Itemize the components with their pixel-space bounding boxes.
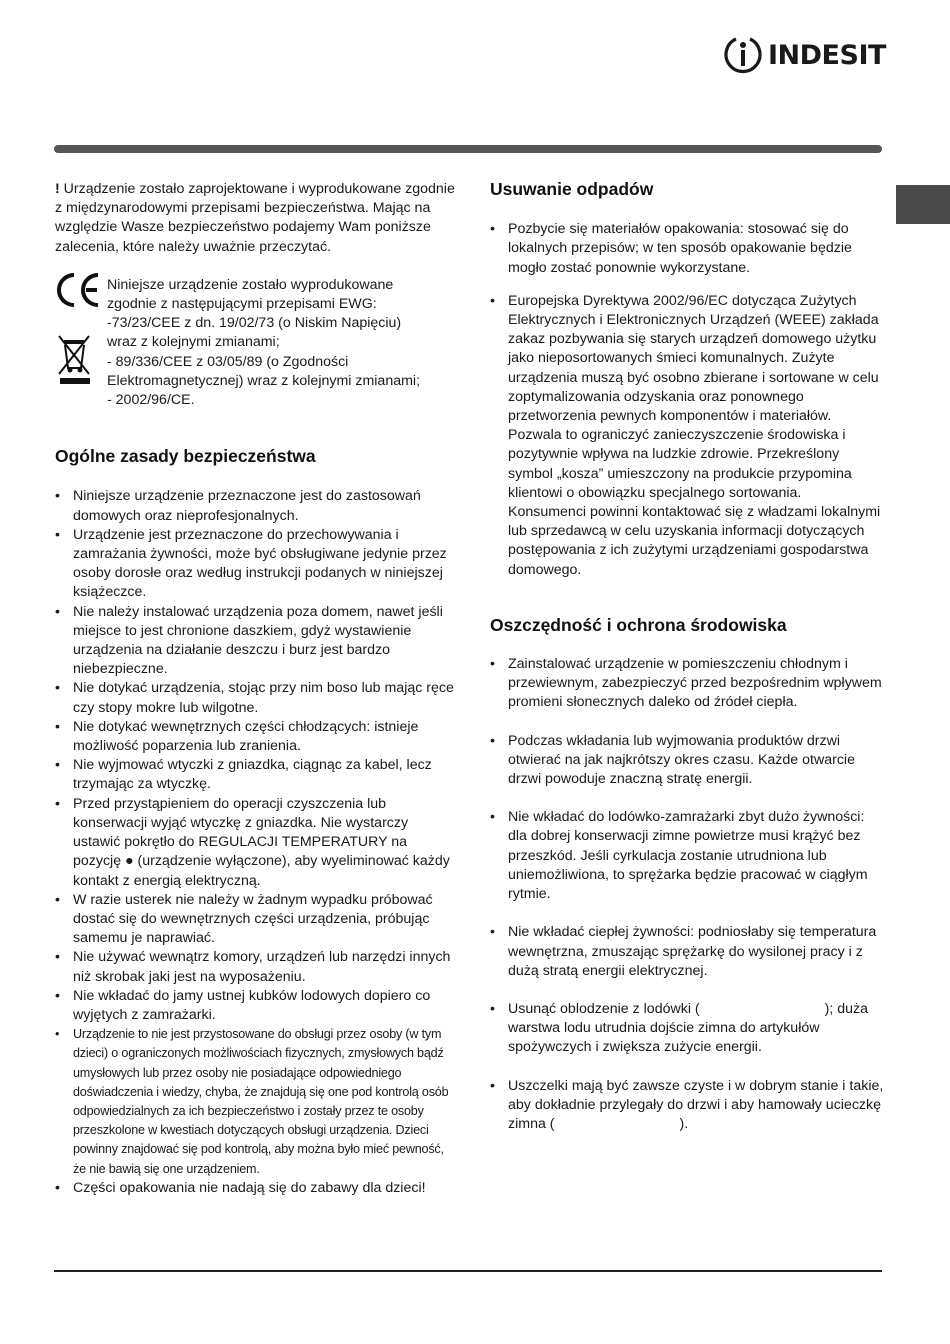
list-item-text: Uszczelki mają być zawsze czyste i w dobrym stanie i takie, aby dokładnie przylegały do drzwi i aby hamowały ucieczkę zimna ( xyxy=(508,1077,884,1132)
list-item: • Nie wyjmować wtyczki z gniazdka, ciągnąc za kabel, lecz trzymając za wtyczkę. xyxy=(55,756,455,794)
weee-bin-icon xyxy=(55,332,95,386)
list-item: • Niniejsze urządzenie przeznaczone jest do zastosowań domowych oraz nieprofesjonalnych. xyxy=(55,487,455,525)
left-column xyxy=(55,180,455,1198)
conformity-line: Elektromagnetycznej) wraz z kolejnymi zmianami; xyxy=(107,372,421,389)
disposal-list xyxy=(490,220,885,580)
list-item-text: ). xyxy=(679,1115,689,1132)
ce-mark-icon xyxy=(55,272,101,308)
brand-logo xyxy=(722,34,886,76)
list-item-text: Konsumenci powinni kontaktować się z władzami lokalnymi lub sprzedawcą w celu uzyskania informacji dotyczących postępowania z ich zużytymi urządzeniami gospodarstwa domowego. xyxy=(508,504,881,578)
language-tab xyxy=(896,185,950,224)
brand-wordmark: INDESIT xyxy=(768,40,886,71)
list-item-text: Usunąć oblodzenie z lodówki ( xyxy=(508,1000,700,1017)
warning-mark: ! xyxy=(55,181,60,197)
list-item-text: Europejska Dyrektywa 2002/96/EC dotycząca Zużytych Elektrycznych i Elektronicznych Urządzeń (WEEE) zakłada zakaz pozbywania się starych urządzeń domowego użytku jako nieposortowanych śmieci komunalnych. Zużyte urządzenia muszą być osobno zbierane i sortowane w celu zoptymalizowania odzyskania oraz ponownego przetworzenia pewnych komponentów i materiałów. Pozwala to ograniczyć zanieczyszczenie środowiska i pozytywnie wpływa na ludzkie zdrowie. Przekreślony symbol „kosza” umieszczony na produkcie przypomina klientowi o obowiązku specjalnego sortowania. xyxy=(508,292,879,501)
safety-heading: Ogólne zasady bezpieczeństwa xyxy=(55,446,316,467)
conformity-line: - 89/336/CEE z 03/05/89 (o Zgodności xyxy=(107,353,349,370)
saving-heading: Oszczędność i ochrona środowiska xyxy=(490,614,787,635)
brand-emblem-icon xyxy=(722,34,764,76)
conformity-line: zgodnie z następującymi przepisami EWG: xyxy=(107,296,377,313)
list-item xyxy=(490,292,885,580)
list-item: • Nie wkładać do lodówko-zamrażarki zbyt dużo żywności: dla dobrej konserwacji zimne powietrze musi krążyć bez przeszkód. Jeśli cyrkulacja zostanie utrudniona lub uniemożliwiona, to sprężarka będzie pracować w ciągłym rytmie. xyxy=(490,808,885,904)
disposal-heading: Usuwanie odpadów xyxy=(490,179,654,199)
list-item: • Przed przystąpieniem do operacji czyszczenia lub konserwacji wyjąć wtyczkę z gniazdka. Nie wystarczy ustawić pokrętło do REGULACJI TEMPERATURY na pozycję ● (urządzenie wyłączone), aby wyeliminować każdy kontakt z energią elektryczną. xyxy=(55,795,455,891)
safety-list xyxy=(55,487,455,1198)
list-item: • Urządzenie jest przeznaczone do przechowywania i zamrażania żywności, może być obsługiwane jedynie przez osoby dorosłe oraz według instrukcji podanych w niniejszej książeczce. xyxy=(55,526,455,603)
list-item: • Urządzenie to nie jest przystosowane do obsługi przez osoby (w tym dzieci) o ograniczonych możliwościach fizycznych, zmysłowych bądź umysłowych lub przez osoby nie posiadające odpowiedniego doświadczenia i wiedzy, chyba, że znajdują się one pod kontrolą osób odpowiedzialnych za ich bezpieczeństwo i zostały przez te osoby przeszkolone w kwestiach dotyczących obsługi urządzenia. Dzieci powinny znajdować się pod kontrolą, aby można było mieć pewność, że nie bawią się one urządzeniem. xyxy=(55,1025,455,1179)
conformity-line: wraz z kolejnymi zmianami; xyxy=(107,334,280,351)
list-item: • Nie dotykać urządzenia, stojąc przy nim boso lub mając ręce czy stopy mokre lub wilgotne. xyxy=(55,679,455,717)
list-item: • Nie wkładać ciepłej żywności: podniosłaby się temperatura wewnętrzna, zmuszając sprężarkę do wysilonej pracy i z dużą stratą energii elektrycznej. xyxy=(490,923,885,981)
list-item: • W razie usterek nie należy w żadnym wypadku próbować dostać się do wewnętrznych części urządzenia, próbując samemu je naprawiać. xyxy=(55,891,455,949)
conformity-line: Niniejsze urządzenie zostało wyprodukowane xyxy=(107,276,394,293)
conformity-block xyxy=(55,276,455,410)
list-item xyxy=(490,1000,885,1058)
conformity-line: - 2002/96/CE. xyxy=(107,392,195,409)
list-item: • Podczas wkładania lub wyjmowania produktów drzwi otwierać na jak najkrótszy okres czasu. Każde otwarcie drzwi powoduje znaczną stratę energii. xyxy=(490,732,885,790)
header-divider xyxy=(54,145,882,153)
list-item: • Nie wkładać do jamy ustnej kubków lodowych dopiero co wyjętych z zamrażarki. xyxy=(55,987,455,1025)
list-item: • Pozbycie się materiałów opakowania: stosować się do lokalnych przepisów; w ten sposób opakowanie będzie mogło zostać ponownie wykorzystane. xyxy=(490,220,885,278)
footer-divider xyxy=(54,1270,882,1272)
right-column xyxy=(490,180,885,1153)
list-item: • Nie używać wewnątrz komory, urządzeń lub narzędzi innych niż skrobak jaki jest na wyposażeniu. xyxy=(55,948,455,986)
intro-text: Urządzenie zostało zaprojektowane i wyprodukowane zgodnie z międzynarodowymi przepisami bezpieczeństwa. Mając na względzie Wasze bezpieczeństwo podajemy Wam poniższe zalecenia, które należy uważnie przeczytać. xyxy=(55,181,455,255)
list-item: • Części opakowania nie nadają się do zabawy dla dzieci! xyxy=(55,1179,455,1198)
conformity-line: -73/23/CEE z dn. 19/02/73 (o Niskim Napięciu) xyxy=(107,315,402,332)
list-item: • Nie dotykać wewnętrznych części chłodzących: istnieje możliwość poparzenia lub zranienia. xyxy=(55,718,455,756)
list-item: • Nie należy instalować urządzenia poza domem, nawet jeśli miejsce to jest chronione daszkiem, gdyż wystawienie urządzenia na działanie deszczu i burz jest bardzo niebezpieczne. xyxy=(55,603,455,680)
list-item xyxy=(490,1077,885,1135)
list-item-text: ); duża warstwa lodu utrudnia dojście zimna do artykułów spożywczych i zwiększa zużycie energii. xyxy=(508,1000,869,1056)
saving-list xyxy=(490,655,885,1134)
intro-paragraph xyxy=(55,180,455,257)
list-item: • Zainstalować urządzenie w pomieszczeniu chłodnym i przewiewnym, zabezpieczyć przed bezpośrednim wpływem promieni słonecznych daleko od źródeł ciepła. xyxy=(490,655,885,713)
